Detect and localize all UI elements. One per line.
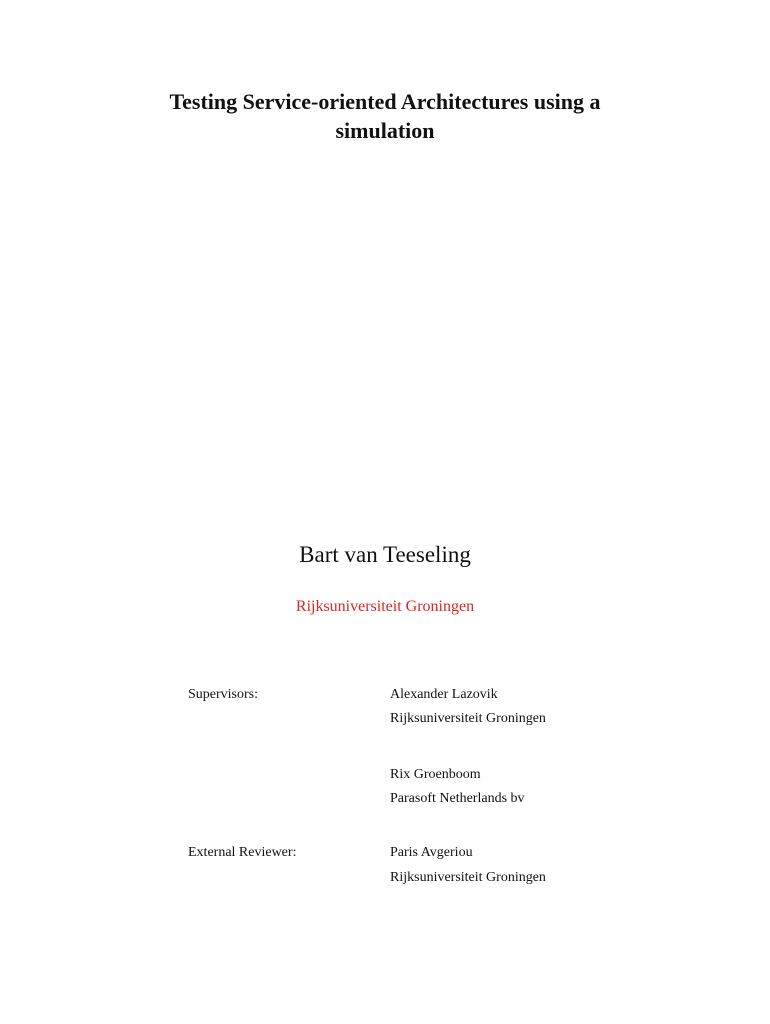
external-reviewer-label: External Reviewer:: [188, 845, 297, 860]
title-line-1: Testing Service-oriented Architectures using a: [169, 89, 601, 114]
supervisor-2-name: Rix Groenboom: [390, 767, 481, 782]
author-name: Bart van Teeseling: [299, 542, 471, 567]
supervisor-1-affiliation: Rijksuniversiteit Groningen: [390, 711, 546, 726]
author-university: Rijksuniversiteit Groningen: [295, 598, 475, 615]
document-title: [85, 87, 685, 145]
title-line-2: simulation: [335, 118, 435, 143]
supervisor-2-affiliation: Parasoft Netherlands bv: [390, 791, 525, 806]
supervisors-label: Supervisors:: [188, 687, 258, 702]
external-reviewer-name: Paris Avgeriou: [390, 845, 473, 860]
external-reviewer-affiliation: Rijksuniversiteit Groningen: [390, 870, 546, 885]
supervisor-1-name: Alexander Lazovik: [390, 687, 498, 702]
